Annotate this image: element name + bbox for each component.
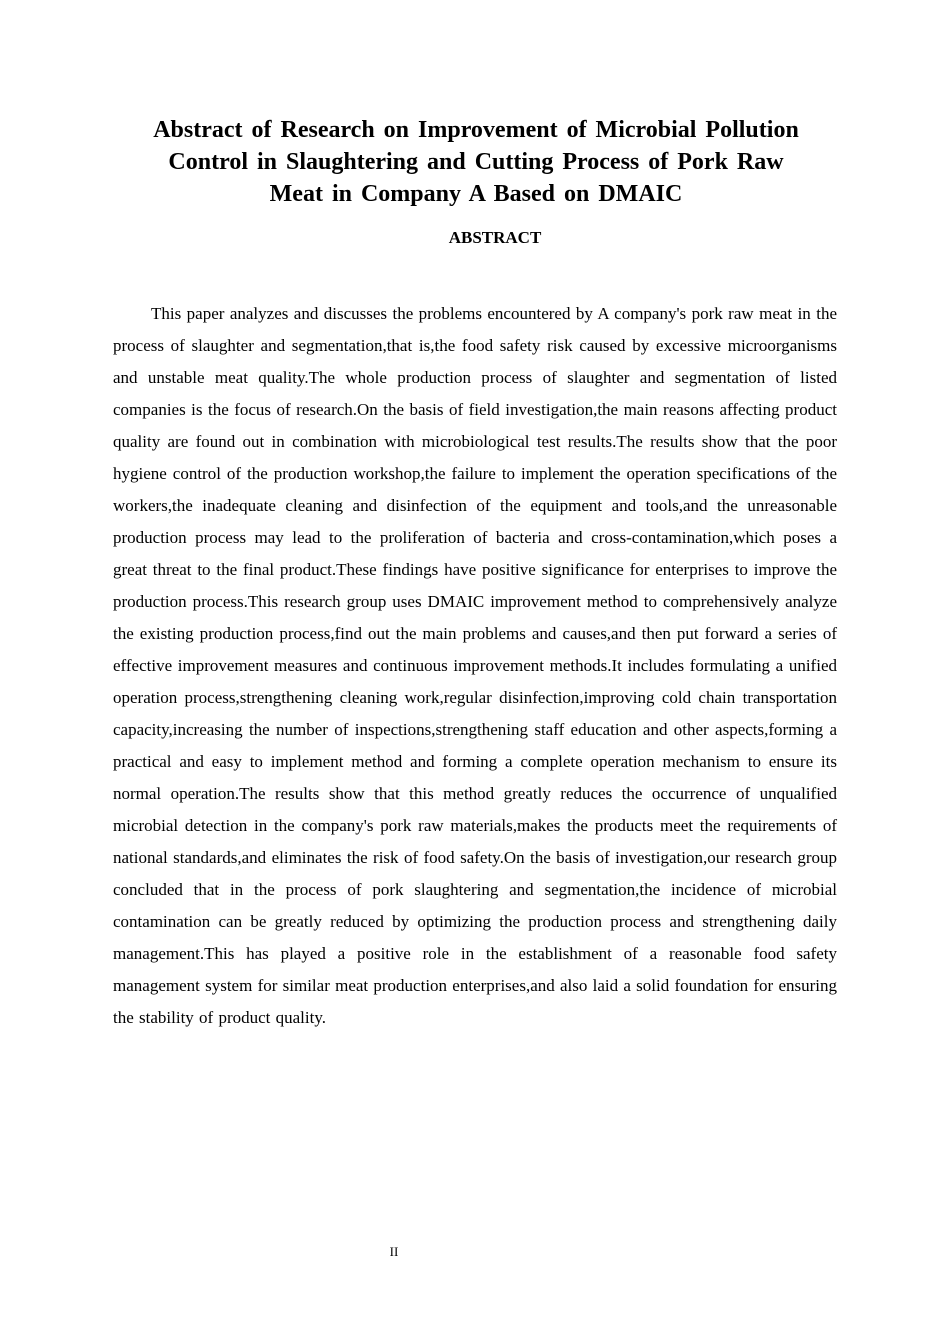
abstract-heading: ABSTRACT [448,228,542,247]
page-number: II [389,1244,399,1259]
document-title: Abstract of Research on Improvement of Microbial Pollution Control in Slaughtering and Cutting Process of Pork Raw Meat in Company A Based on DMAIC [153,117,799,207]
abstract-body: This paper analyzes and discusses the problems encountered by A company's pork raw meat in the process of slaughter and segmentation,that is,the food safety risk caused by excessive microorganisms and unstable meat quality.The whole production process of slaughter and segmentation of listed companies is the focus of research.On the basis of field investigation,the main reasons affecting product quality are found out in combination with microbiological test results.The results show that the poor hygiene control of the production workshop,the failure to implement the operation specifications of the workers,the inadequate cleaning and disinfection of the equipment and tools,and the unreasonable production process may lead to the proliferation of bacteria and cross-contamination,which poses a great threat to the final product.These findings have positive significance for enterprises to improve the production process.This research group uses DMAIC improvement method to comprehensively analyze the existing production process,find out the main problems and causes,and then put forward a series of effective improvement measures and continuous improvement methods.It includes formulating a unified operation process,strengthening cleaning work,regular disinfection,improving cold chain transportation capacity,increasing the number of inspections,strengthening staff education and other aspects,forming a practical and easy to implement method and forming a complete operation mechanism to ensure its normal operation.The results show that this method greatly reduces the occurrence of unqualified microbial detection in the company's pork raw materials,makes the products meet the requirements of national standards,and eliminates the risk of food safety.On the basis of investigation,our research group concluded that in the process of pork slaughtering and segmentation,the incidence of microbial contamination can be greatly reduced by optimizing the production process and strengthening daily management.This has played a positive role in the establishment of a reasonable food safety management system for similar meat production enterprises,and also laid a solid foundation for ensuring the stability of product quality. [113,304,837,1027]
